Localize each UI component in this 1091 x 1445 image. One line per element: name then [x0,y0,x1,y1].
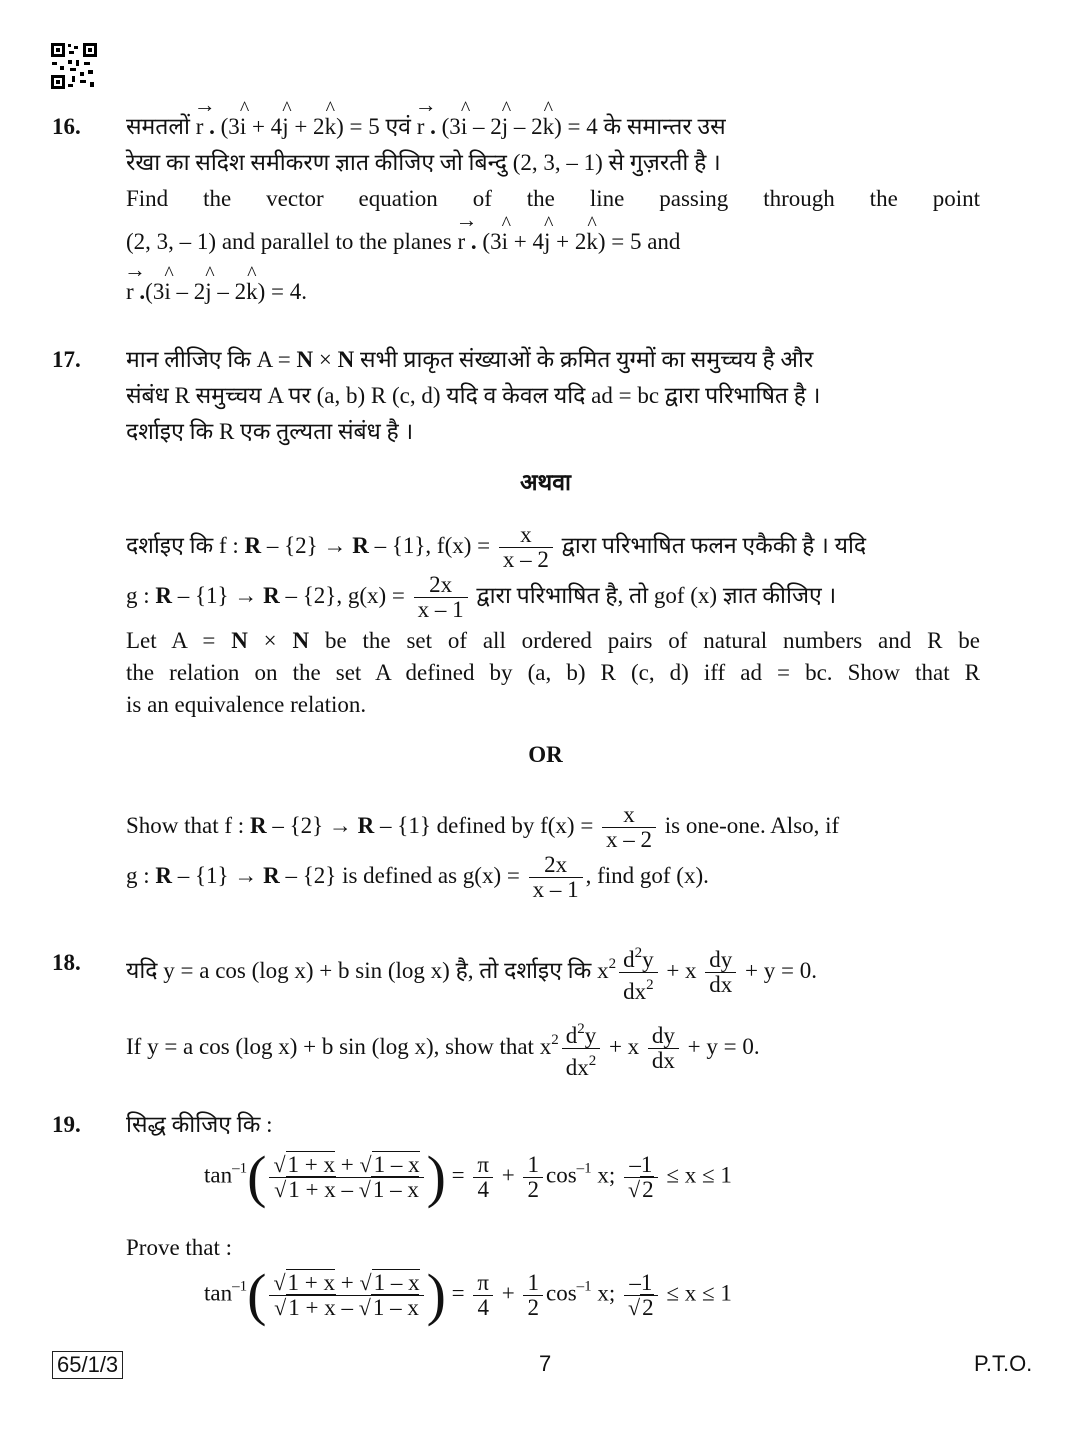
or-hindi-heading: अथवा [519,470,571,495]
q16-english-line-2: (2, 3, – 1) and parallel to the planes → r . (3^ i + 4^ j + 2^ k) = 5 and [126,227,980,257]
q17-alt-hindi-line-2: g : R – {1} → R – {2}, g(x) = $\frac{2x}{x - 1}$ द्वारा परिभाषित है, तो gof (x) ज्ञात कीजिए । [126,572,837,623]
q17-alt-hindi-line-1: दर्शाइए कि f : R – {2} → R – {1}, f(x) = $\frac{x}{x - 2}$ द्वारा परिभाषित फलन एकैकी है । यदि [126,522,867,573]
fraction: $\frac{d^2y}{dx^2}$ [619,941,658,1004]
q17-alt-english-line-1: Show that f : R – {2} → R – {1} defined by f(x) = $\frac{x}{x - 2}$ is one-one. Also, if [126,802,840,853]
q16-english-line-1: Find the vector equation of the line passing through the point [126,186,980,211]
fraction: $\frac{d^2y}{dx^2}$ [562,1017,601,1080]
q19-equation-1: $\tan^{-1}$( $\frac{√1 + x + √1 - x}{√1 + x - √1 - x}$ ) = $\frac{\pi}{4}$ + $\frac{1}{2}$ $\cos^{-1} x$; $\frac{-1}{√2}$ ≤ x ≤ 1 [204,1144,732,1209]
fraction: $\frac{2x}{x - 1}$ [414,573,468,622]
q17-alt-english-line-2: g : R – {1} → R – {2} is defined as g(x) = $\frac{2x}{x - 1}$ , find gof (x). [126,852,709,903]
q17-hindi-line-1: मान लीजिए कि A = N × N सभी प्राकृत संख्याओं के क्रमित युग्मों का समुच्चय है और [126,347,814,372]
pto-label: P.T.O. [974,1351,1033,1376]
question-number: 17. [52,347,81,372]
q19-english-text: Prove that : [126,1235,233,1260]
q17-hindi-line-3: दर्शाइए कि R एक तुल्यता संबंध है । [126,419,414,444]
fraction: $\frac{x}{x - 2}$ [602,803,656,852]
q16-english-line-3: → r .(3^ i – 2^ j – 2^ k) = 4. [126,277,980,307]
question-number: 18. [52,950,81,975]
q19-equation-2: $\tan^{-1}$( $\frac{√1 + x + √1 - x}{√1 + x - √1 - x}$ ) = $\frac{\pi}{4}$ + $\frac{1}{2}$ $\cos^{-1} x$; $\frac{-1}{√2}$ ≤ x ≤ 1 [204,1262,732,1327]
q18-english-line: If y = a cos (log x) + b sin (log x), show that $x^2$ $\frac{d^2y}{dx^2}$ + x $\frac{dy}{dx}$ + y = 0. [126,1010,980,1070]
q17-english-line-3: is an equivalence relation. [126,692,367,717]
fraction: $\frac{dy}{dx}$ [648,1024,679,1073]
q17-hindi-line-2: संबंध R समुच्चय A पर (a, b) R (c, d) यदि व केवल यदि ad = bc द्वारा परिभाषित है । [126,383,821,408]
page-number: 7 [539,1351,552,1376]
or-english-heading: OR [528,742,563,767]
fraction: $\frac{2x}{x - 1}$ [529,853,583,902]
question-number: 19. [52,1112,81,1137]
question-number: 16. [52,114,81,139]
qr-code-icon [50,42,98,90]
q19-hindi-text: सिद्ध कीजिए कि : [126,1112,273,1137]
q18-hindi-line: यदि y = a cos (log x) + b sin (log x) है, तो दर्शाइए कि $x^2$ $\frac{d^2y}{dx^2}$ + x $\frac{dy}{dx}$ + y = 0. [126,934,980,994]
fraction: $\frac{dy}{dx}$ [705,948,736,997]
q16-hindi-line-2: रेखा का सदिश समीकरण ज्ञात कीजिए जो बिन्दु (2, 3, – 1) से गुज़रती है । [126,150,721,175]
q16-hindi-line-1: समतलों → r . (3^ i + 4^ j + 2^ k) = 5 एवं → r . (3^ i – 2^ j – 2^ k) = 4 के समान्तर उस [126,112,980,142]
q17-english-line-2: the relation on the set A defined by (a, b) R (c, d) iff ad = bc. Show that R [126,660,980,685]
q17-english-line-1: Let A = N × N be the set of all ordered pairs of natural numbers and R be [126,628,980,653]
fraction: $\frac{x}{x - 2}$ [499,523,553,572]
paper-code: 65/1/3 [52,1351,123,1379]
